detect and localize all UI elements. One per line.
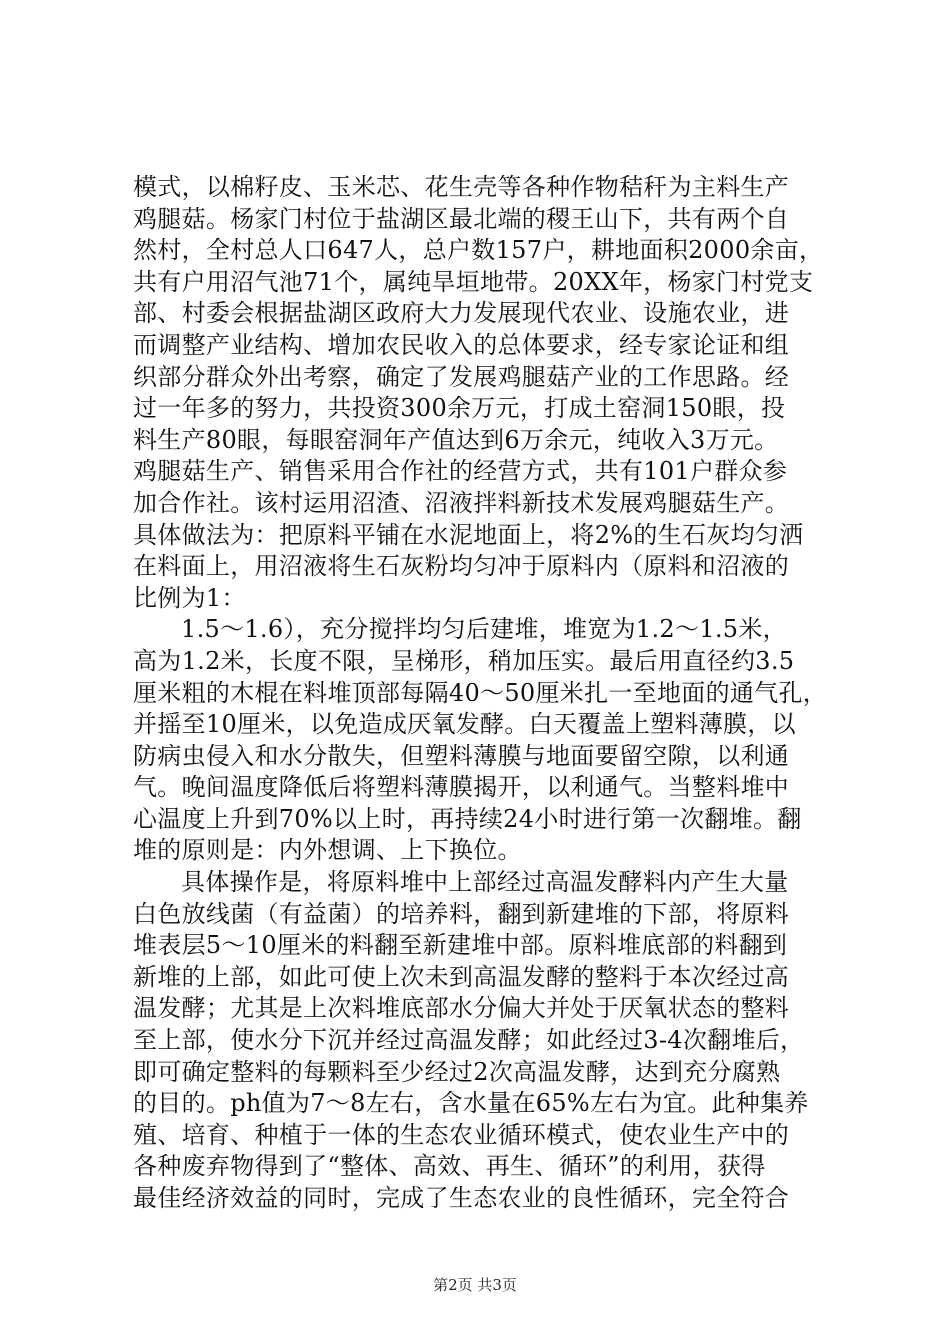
text-line: 防病虫侵入和水分散失，但塑料薄膜与地面要留空隙，以利通 <box>133 741 790 770</box>
text-line: 1.5～1.6），充分搅拌均匀后建堆，堆宽为1.2～1.5米， <box>181 615 787 644</box>
text-line: 织部分群众外出考察，确定了发展鸡腿菇产业的工作思路。经 <box>133 362 790 391</box>
text-line: 在料面上，用沼液将生石灰粉均匀冲于原料内（原料和沼液的 <box>133 552 790 581</box>
text-line: 鸡腿菇。杨家门村位于盐湖区最北端的稷王山下，共有两个自 <box>133 204 790 233</box>
text-line: 比例为1： <box>133 583 246 612</box>
body-text <box>133 172 833 1215</box>
text-line: 气。晚间温度降低后将塑料薄膜揭开，以利通气。当整料堆中 <box>133 773 790 802</box>
text-line: 即可确定整料的每颗料至少经过2次高温发酵，达到充分腐熟 <box>133 1057 781 1086</box>
text-line: 堆的原则是：内外想调、上下换位。 <box>133 836 522 865</box>
text-line: 殖、培育、种植于一体的生态农业循环模式，使农业生产中的 <box>133 1120 790 1149</box>
text-line: 高为1.2米，长度不限，呈梯形，稍加压实。最后用直径约3.5 <box>133 646 795 675</box>
text-line: 温发酵；尤其是上次料堆底部水分偏大并处于厌氧状态的整料 <box>133 994 790 1023</box>
text-line: 新堆的上部，如此可使上次未到高温发酵的整料于本次经过高 <box>133 962 790 991</box>
text-line: 白色放线菌（有益菌）的培养料，翻到新建堆的下部，将原料 <box>133 899 790 928</box>
text-line: 至上部，使水分下沉并经过高温发酵；如此经过3-4次翻堆后， <box>133 1026 805 1055</box>
text-line: 并摇至10厘米，以免造成厌氧发酵。白天覆盖上塑料薄膜，以 <box>133 710 796 739</box>
text-line: 过一年多的努力，共投资300余万元，打成土窑洞150眼，投 <box>133 394 786 423</box>
text-line: 具体做法为：把原料平铺在水泥地面上，将2%的生石灰均匀洒 <box>133 520 804 549</box>
text-line: 加合作社。该村运用沼渣、沼液拌料新技术发展鸡腿菇生产。 <box>133 488 790 517</box>
text-line: 的目的。ph值为7～8左右，含水量在65%左右为宜。此种集养 <box>133 1089 809 1118</box>
text-line: 而调整产业结构、增加农民收入的总体要求，经专家论证和组 <box>133 330 790 359</box>
text-line: 具体操作是，将原料堆中上部经过高温发酵料内产生大量 <box>181 868 789 897</box>
text-line: 部、村委会根据盐湖区政府大力发展现代农业、设施农业，进 <box>133 299 790 328</box>
text-line: 鸡腿菇生产、销售采用合作社的经营方式，共有101户群众参 <box>133 457 788 486</box>
text-line: 料生产80眼，每眼窑洞年产值达到6万余元，纯收入3万元。 <box>133 425 779 454</box>
text-line: 共有户用沼气池71个，属纯旱垣地带。20XX年，杨家门村党支 <box>133 267 814 296</box>
text-line: 心温度上升到70%以上时，再持续24小时进行第一次翻堆。翻 <box>133 804 802 833</box>
text-line: 堆表层5～10厘米的料翻至新建堆中部。原料堆底部的料翻到 <box>133 931 788 960</box>
text-line: 厘米粗的木棍在料堆顶部每隔40～50厘米扎一至地面的通气孔， <box>133 678 828 707</box>
text-line: 最佳经济效益的同时，完成了生态农业的良性循环，完全符合 <box>133 1184 790 1212</box>
text-line: 各种废弃物得到了“整体、高效、再生、循环”的利用，获得 <box>133 1152 766 1181</box>
page-footer: 第2页 共3页 <box>433 1276 517 1294</box>
text-line: 模式，以棉籽皮、玉米芯、花生壳等各种作物秸秆为主料生产 <box>133 173 790 201</box>
text-line: 然村，全村总人口647人，总户数157户，耕地面积2000余亩， <box>133 236 824 265</box>
